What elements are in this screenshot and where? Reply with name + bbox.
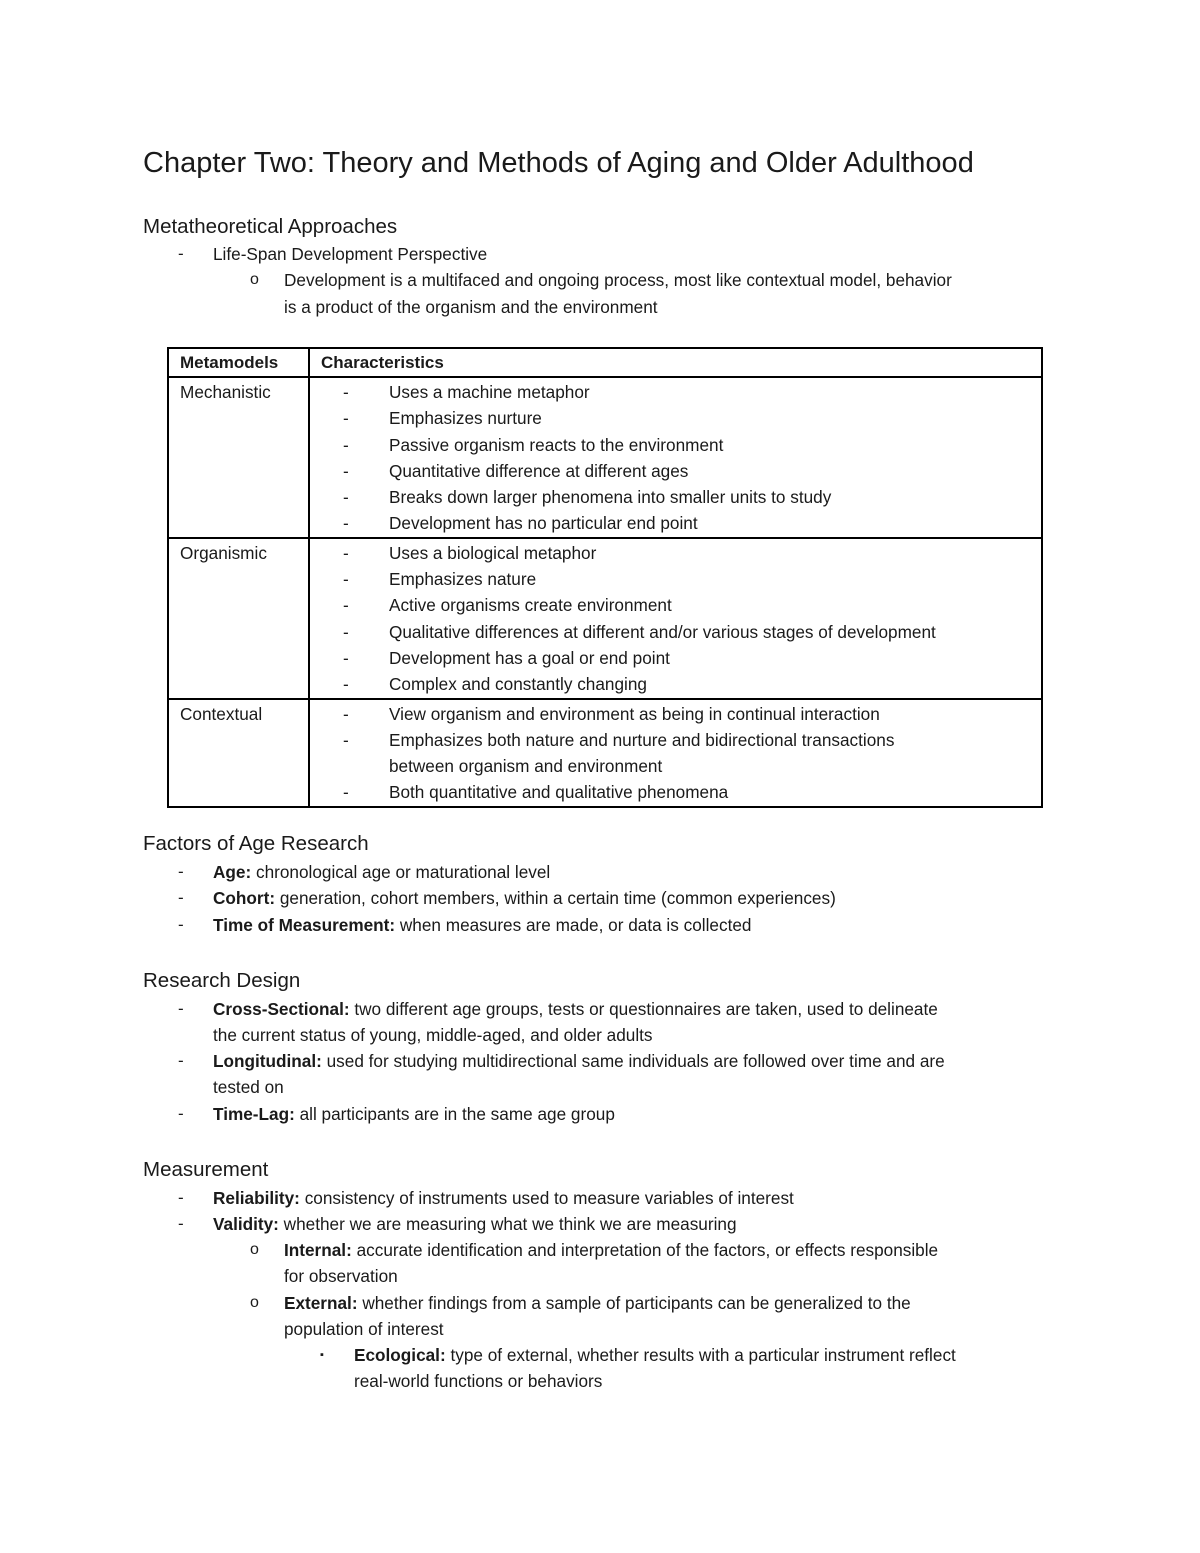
bullet-dash: - — [178, 1214, 184, 1233]
table-header-cell: Metamodels — [168, 348, 309, 377]
list-subitem: Internal: accurate identification and interpretation of the factors, or effects responsible — [284, 1240, 939, 1260]
list-item: - Complex and constantly changing — [343, 674, 647, 695]
list-subitem-line: is a product of the organism and the environment — [284, 297, 658, 317]
section-heading-measurement: Measurement — [143, 1158, 269, 1181]
list-item: - Emphasizes nurture — [343, 408, 542, 429]
list-item: Time of Measurement: when measures are made, or data is collected — [213, 915, 752, 935]
list-subitem-continuation: for observation — [284, 1266, 398, 1286]
list-item: Cohort: generation, cohort members, within a certain time (common experiences) — [213, 888, 836, 908]
list-item: - Passive organism reacts to the environment — [343, 434, 724, 455]
table-cell-characteristics — [309, 699, 1042, 807]
list-item: - Active organisms create environment — [343, 595, 672, 616]
list-item: Cross-Sectional: two different age groups, tests or questionnaires are taken, used to delineate — [213, 999, 938, 1019]
list-item: - Development has no particular end point — [343, 513, 698, 534]
list-item: Validity: whether we are measuring what we think we are measuring — [213, 1214, 737, 1234]
list-subsubitem-continuation: real-world functions or behaviors — [354, 1371, 603, 1391]
list-item: - Development has a goal or end point — [343, 647, 670, 668]
section-heading-design: Research Design — [143, 969, 301, 992]
list-item: Longitudinal: used for studying multidirectional same individuals are followed over time and are — [213, 1051, 945, 1071]
list-item: - Qualitative differences at different and/or various stages of development — [343, 621, 936, 642]
table-cell-model: Contextual — [168, 699, 309, 807]
page-title: Chapter Two: Theory and Methods of Aging and Older Adulthood — [143, 147, 974, 179]
bullet-dash: - — [178, 1104, 184, 1123]
table-header-cell: Characteristics — [309, 348, 1042, 377]
section-heading-factors: Factors of Age Research — [143, 832, 369, 855]
bullet-dash: - — [178, 1188, 184, 1207]
table-cell-characteristics — [309, 538, 1042, 699]
section-heading-metatheoretical: Metatheoretical Approaches — [143, 215, 398, 238]
bullet-dash: - — [178, 862, 184, 881]
table-cell-model: Mechanistic — [168, 377, 309, 538]
bullet-dash: - — [178, 244, 184, 263]
table-row — [168, 699, 1042, 807]
bullet-circle: o — [250, 271, 259, 288]
list-item: Life-Span Development Perspective — [213, 244, 488, 264]
list-subitem: External: whether findings from a sample of participants can be generalized to the — [284, 1293, 911, 1313]
table-row — [168, 538, 1042, 699]
list-item: - Uses a machine metaphor — [343, 382, 590, 402]
list-item: - Emphasizes nature — [343, 569, 537, 590]
table-header-row — [168, 348, 1042, 377]
bullet-circle: o — [250, 1241, 259, 1258]
list-subitem-line: Development is a multifaced and ongoing process, most like contextual model, behavior — [284, 270, 952, 290]
table-cell-characteristics — [309, 377, 1042, 538]
list-item: Time-Lag: all participants are in the same age group — [213, 1104, 615, 1124]
list-item: - View organism and environment as being in continual interaction — [343, 703, 880, 724]
list-subitem-continuation: population of interest — [284, 1319, 444, 1339]
list-item: - Emphasizes both nature and nurture and bidirectional transactions between organism and environment — [343, 729, 895, 777]
list-subsubitem: Ecological: type of external, whether results with a particular instrument reflect — [354, 1345, 956, 1365]
list-item: - Uses a biological metaphor — [343, 542, 597, 563]
list-item: - Both quantitative and qualitative phenomena — [343, 782, 729, 803]
list-item-continuation: tested on — [213, 1077, 284, 1097]
table-row — [168, 377, 1042, 538]
list-item: - Breaks down larger phenomena into smaller units to study — [343, 487, 832, 508]
list-item: Age: chronological age or maturational level — [213, 862, 551, 882]
bullet-dash: - — [178, 915, 184, 934]
list-item: Reliability: consistency of instruments used to measure variables of interest — [213, 1188, 794, 1208]
bullet-dash: - — [178, 1051, 184, 1070]
bullet-circle: o — [250, 1294, 259, 1311]
bullet-dash: - — [178, 888, 184, 907]
bullet-dash: - — [178, 999, 184, 1018]
metamodels-table — [167, 347, 1043, 808]
bullet-square: ▪ — [320, 1349, 324, 1361]
table-cell-model: Organismic — [168, 538, 309, 699]
list-item-continuation: the current status of young, middle-aged, and older adults — [213, 1025, 653, 1045]
list-item: - Quantitative difference at different ages — [343, 460, 689, 481]
